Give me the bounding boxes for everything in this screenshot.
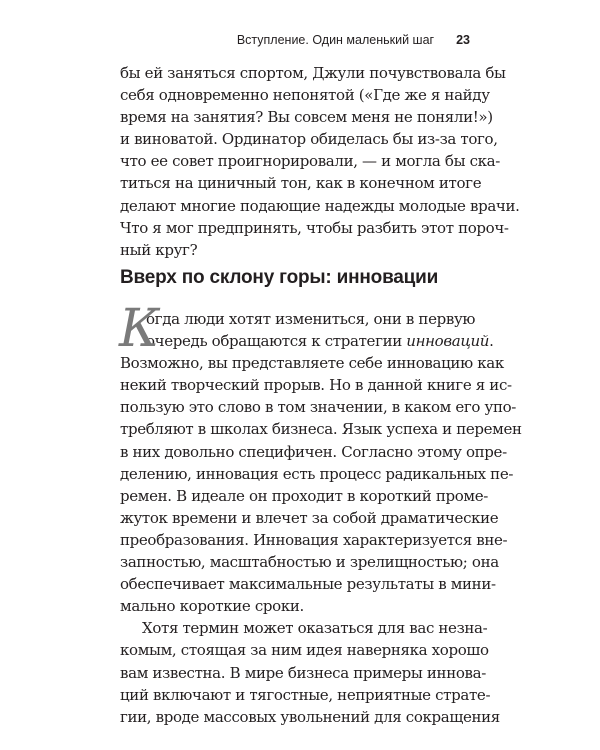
emphasis-term: инноваций (406, 332, 490, 351)
text-line: запностью, масштабностью и зрелищностью; она (120, 553, 499, 572)
text-line: мально короткие сроки. (120, 597, 304, 616)
text-line: некий творческий прорыв. Но в данной книге я ис- (120, 376, 512, 395)
text-line: в них довольно специфичен. Согласно этому опре- (120, 442, 507, 461)
text-line-with-emphasis (120, 330, 494, 352)
text-run: очередь обращаются к стратегии (146, 332, 407, 351)
paragraph-2 (119, 299, 522, 728)
text-run: . (489, 332, 494, 351)
text-line: обеспечивает максимальные результаты в мини- (120, 575, 496, 594)
text-line: ремен. В идеале он проходит в короткий проме- (120, 486, 488, 505)
text-line: титься на циничный тон, как в конечном итоге (120, 174, 482, 193)
chapter-title: Вступление. Один маленький шаг (236, 33, 435, 47)
section-heading: Вверх по склону горы: инновации (120, 267, 439, 288)
drop-cap: К (119, 299, 159, 359)
text-line: делению, инновация есть процесс радикальных пе- (120, 464, 514, 483)
text-line: комым, стоящая за ним идея наверняка хорошо (120, 641, 489, 660)
text-line: вам известна. В мире бизнеса примеры иннова- (120, 663, 486, 682)
text-line: Что я мог предпринять, чтобы разбить этот пороч- (120, 218, 509, 237)
page-number: 23 (456, 33, 470, 47)
text-line: жуток времени и влечет за собой драматические (120, 508, 499, 527)
text-line: требляют в школах бизнеса. Язык успеха и перемен (120, 420, 522, 439)
text-line: огда люди хотят измениться, они в первую (146, 310, 476, 328)
text-line: пользую это слово в том значении, в каком его упо- (120, 398, 517, 417)
text-line: себя одновременно непонятой («Где же я найду (120, 86, 490, 105)
running-header (120, 33, 470, 47)
text-line: ций включают и тягостные, неприятные страте- (120, 685, 491, 704)
text-line: время на занятия? Вы совсем меня не поняли!») (120, 108, 493, 127)
text-line: что ее совет проигнорировали, — и могла бы ска- (120, 152, 500, 171)
text-line: Хотя термин может оказаться для вас незна- (142, 619, 488, 638)
paragraph-1 (120, 62, 520, 261)
text-line: гии, вроде массовых увольнений для сокращения (120, 707, 500, 726)
text-line: ный круг? (120, 240, 198, 259)
text-line: и виноватой. Ординатор обиделась бы из-за того, (120, 130, 498, 149)
text-line: делают многие подающие надежды молодые врачи. (120, 196, 520, 215)
text-line: преобразования. Инновация характеризуется вне- (120, 530, 508, 549)
text-line: Возможно, вы представляете себе инновацию как (120, 354, 504, 373)
text-line: бы ей заняться спортом, Джули почувствовала бы (120, 64, 506, 82)
